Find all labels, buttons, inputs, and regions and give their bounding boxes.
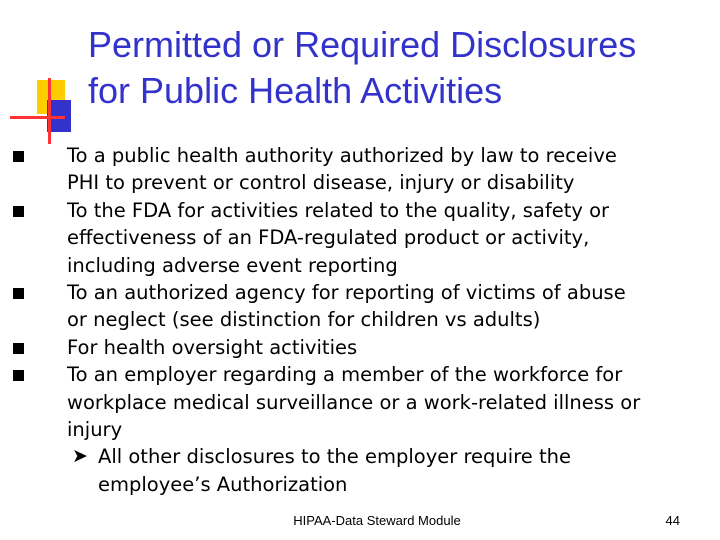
- logo-red-vertical-line: [48, 78, 51, 144]
- bullet-item: [0, 197, 720, 279]
- bullet-item: [0, 142, 720, 197]
- bullet-text-line: workplace medical surveillance or a work-related illness or: [67, 390, 641, 414]
- bullet-text-line: To a public health authority authorized by law to receive: [67, 144, 617, 167]
- bullet-text-line: or neglect (see distinction for children vs adults): [67, 308, 541, 332]
- slide-title-line-1: Permitted or Required Disclosures: [88, 24, 637, 65]
- bullet-square-icon: [13, 288, 24, 299]
- bullet-text-line: To the FDA for activities related to the quality, safety or: [67, 198, 610, 222]
- bullet-text-line: To an authorized agency for reporting of victims of abuse: [67, 281, 626, 305]
- bullet-square-icon: [13, 206, 24, 217]
- bullet-text-line: effectiveness of an FDA-regulated product or activity,: [67, 226, 590, 250]
- bullet-list: [0, 142, 720, 498]
- slide-title-line-2: for Public Health Activities: [88, 70, 503, 111]
- bullet-square-icon: [13, 343, 24, 354]
- slide-title: [88, 22, 708, 114]
- bullet-text-line: PHI to prevent or control disease, injury or disability: [67, 171, 575, 195]
- bullet-text-line: injury: [67, 418, 123, 442]
- logo-red-horizontal-line: [10, 116, 65, 119]
- bullet-item: [0, 279, 720, 334]
- bullet-square-icon: [13, 370, 24, 381]
- bullet-item: [0, 334, 720, 361]
- bullet-text-line: For health oversight activities: [67, 335, 358, 359]
- footer-module-name: HIPAA-Data Steward Module: [293, 513, 461, 528]
- sub-bullet-text-line: employee’s Authorization: [98, 472, 348, 496]
- arrow-bullet-icon: ➤: [72, 445, 88, 468]
- bullet-square-icon: [13, 151, 24, 162]
- sub-bullet-item: [0, 443, 720, 498]
- decorative-logo-graphic: [0, 0, 90, 150]
- bullet-item: [0, 361, 720, 443]
- sub-bullet-text-line: All other disclosures to the employer require the: [98, 445, 571, 469]
- footer-page-number: 44: [665, 513, 680, 528]
- bullet-text-line: To an employer regarding a member of the workforce for: [67, 363, 623, 387]
- bullet-text-line: including adverse event reporting: [67, 253, 398, 277]
